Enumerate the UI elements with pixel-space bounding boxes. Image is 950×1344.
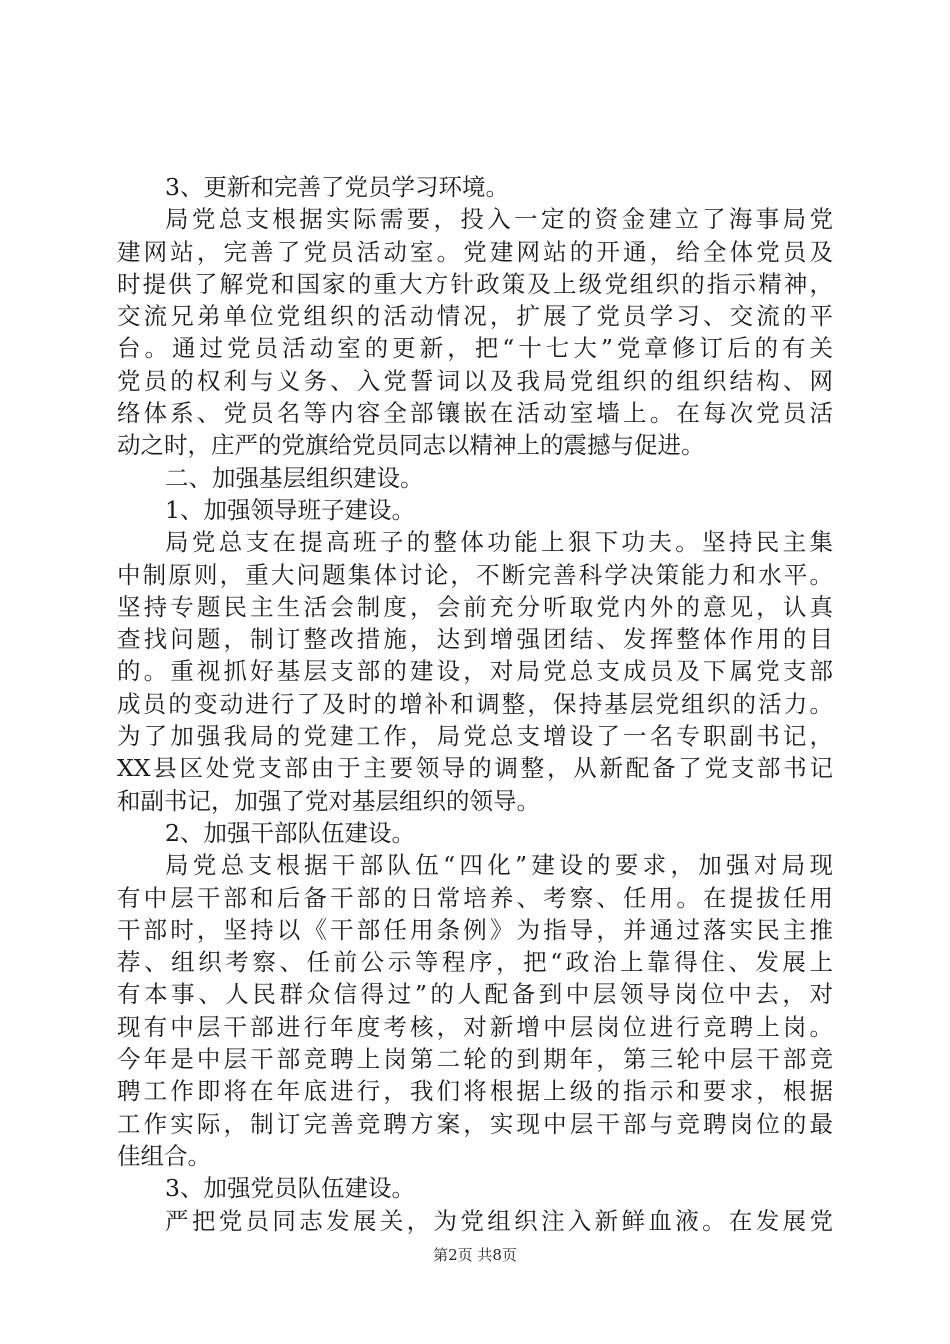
paragraph-line: 党员的权利与义务、入党誓词以及我局党组织的组织结构、网 xyxy=(117,366,833,395)
paragraph-line: 台。通过党员活动室的更新，把“十七大”党章修订后的有关 xyxy=(117,334,833,363)
paragraph-line: 今年是中层干部竞聘上岗第二轮的到期年，第三轮中层干部竞 xyxy=(117,1045,833,1074)
paragraph-line: 有中层干部和后备干部的日常培养、考察、任用。在提拔任用 xyxy=(117,883,833,912)
section-heading: 2、加强干部队伍建设。 xyxy=(165,818,415,847)
paragraph-line: 工作实际，制订完善竞聘方案，实现中层干部与竞聘岗位的最 xyxy=(117,1109,833,1138)
paragraph-line: 坚持专题民主生活会制度，会前充分听取党内外的意见，认真 xyxy=(117,592,833,621)
paragraph-line: XX县区处党支部由于主要领导的调整，从新配备了党支部书记 xyxy=(117,754,833,783)
paragraph-line: 的。重视抓好基层支部的建设，对局党总支成员及下属党支部 xyxy=(117,657,833,686)
paragraph-line: 聘工作即将在年底进行，我们将根据上级的指示和要求，根据 xyxy=(117,1077,833,1106)
paragraph-line: 有本事、人民群众信得过”的人配备到中层领导岗位中去，对 xyxy=(117,980,833,1009)
paragraph-line: 现有中层干部进行年度考核，对新增中层岗位进行竞聘上岗。 xyxy=(117,1012,833,1041)
page-footer: 第2页 共8页 xyxy=(433,1246,517,1264)
paragraph-line: 干部时，坚持以《干部任用条例》为指导，并通过落实民主推 xyxy=(117,915,833,944)
paragraph-line: 为了加强我局的党建工作，局党总支增设了一名专职副书记， xyxy=(117,722,833,751)
paragraph-line: 严把党员同志发展关，为党组织注入新鲜血液。在发展党 xyxy=(165,1206,833,1235)
paragraph-line: 查找问题，制订整改措施，达到增强团结、发挥整体作用的目 xyxy=(117,625,833,654)
paragraph-line: 局党总支根据实际需要，投入一定的资金建立了海事局党 xyxy=(165,205,833,234)
section-heading: 3、更新和完善了党员学习环境。 xyxy=(165,173,509,201)
paragraph-line: 成员的变动进行了及时的增补和调整，保持基层党组织的活力。 xyxy=(117,689,833,718)
paragraph-line: 络体系、党员名等内容全部镶嵌在活动室墙上。在每次党员活 xyxy=(117,399,833,428)
paragraph-line: 局党总支在提高班子的整体功能上狠下功夫。坚持民主集 xyxy=(165,528,833,557)
paragraph-line: 和副书记，加强了党对基层组织的领导。 xyxy=(117,786,540,815)
paragraph-line: 交流兄弟单位党组织的活动情况，扩展了党员学习、交流的平 xyxy=(117,302,833,331)
paragraph-line: 佳组合。 xyxy=(117,1141,211,1170)
paragraph-line: 局党总支根据干部队伍“四化”建设的要求，加强对局现 xyxy=(165,851,833,880)
paragraph-line: 时提供了解党和国家的重大方针政策及上级党组织的指示精神， xyxy=(117,269,833,298)
section-heading: 1、加强领导班子建设。 xyxy=(165,495,415,524)
paragraph-line: 荐、组织考察、任前公示等程序，把“政治上靠得住、发展上 xyxy=(117,948,833,977)
paragraph-line: 动之时，庄严的党旗给党员同志以精神上的震撼与促进。 xyxy=(117,431,705,460)
paragraph-line: 建网站，完善了党员活动室。党建网站的开通，给全体党员及 xyxy=(117,237,833,266)
section-heading: 3、加强党员队伍建设。 xyxy=(165,1174,415,1203)
paragraph-line: 中制原则，重大问题集体讨论，不断完善科学决策能力和水平。 xyxy=(117,560,833,589)
document-body xyxy=(117,171,833,1237)
section-heading: 二、加强基层组织建设。 xyxy=(165,463,424,492)
